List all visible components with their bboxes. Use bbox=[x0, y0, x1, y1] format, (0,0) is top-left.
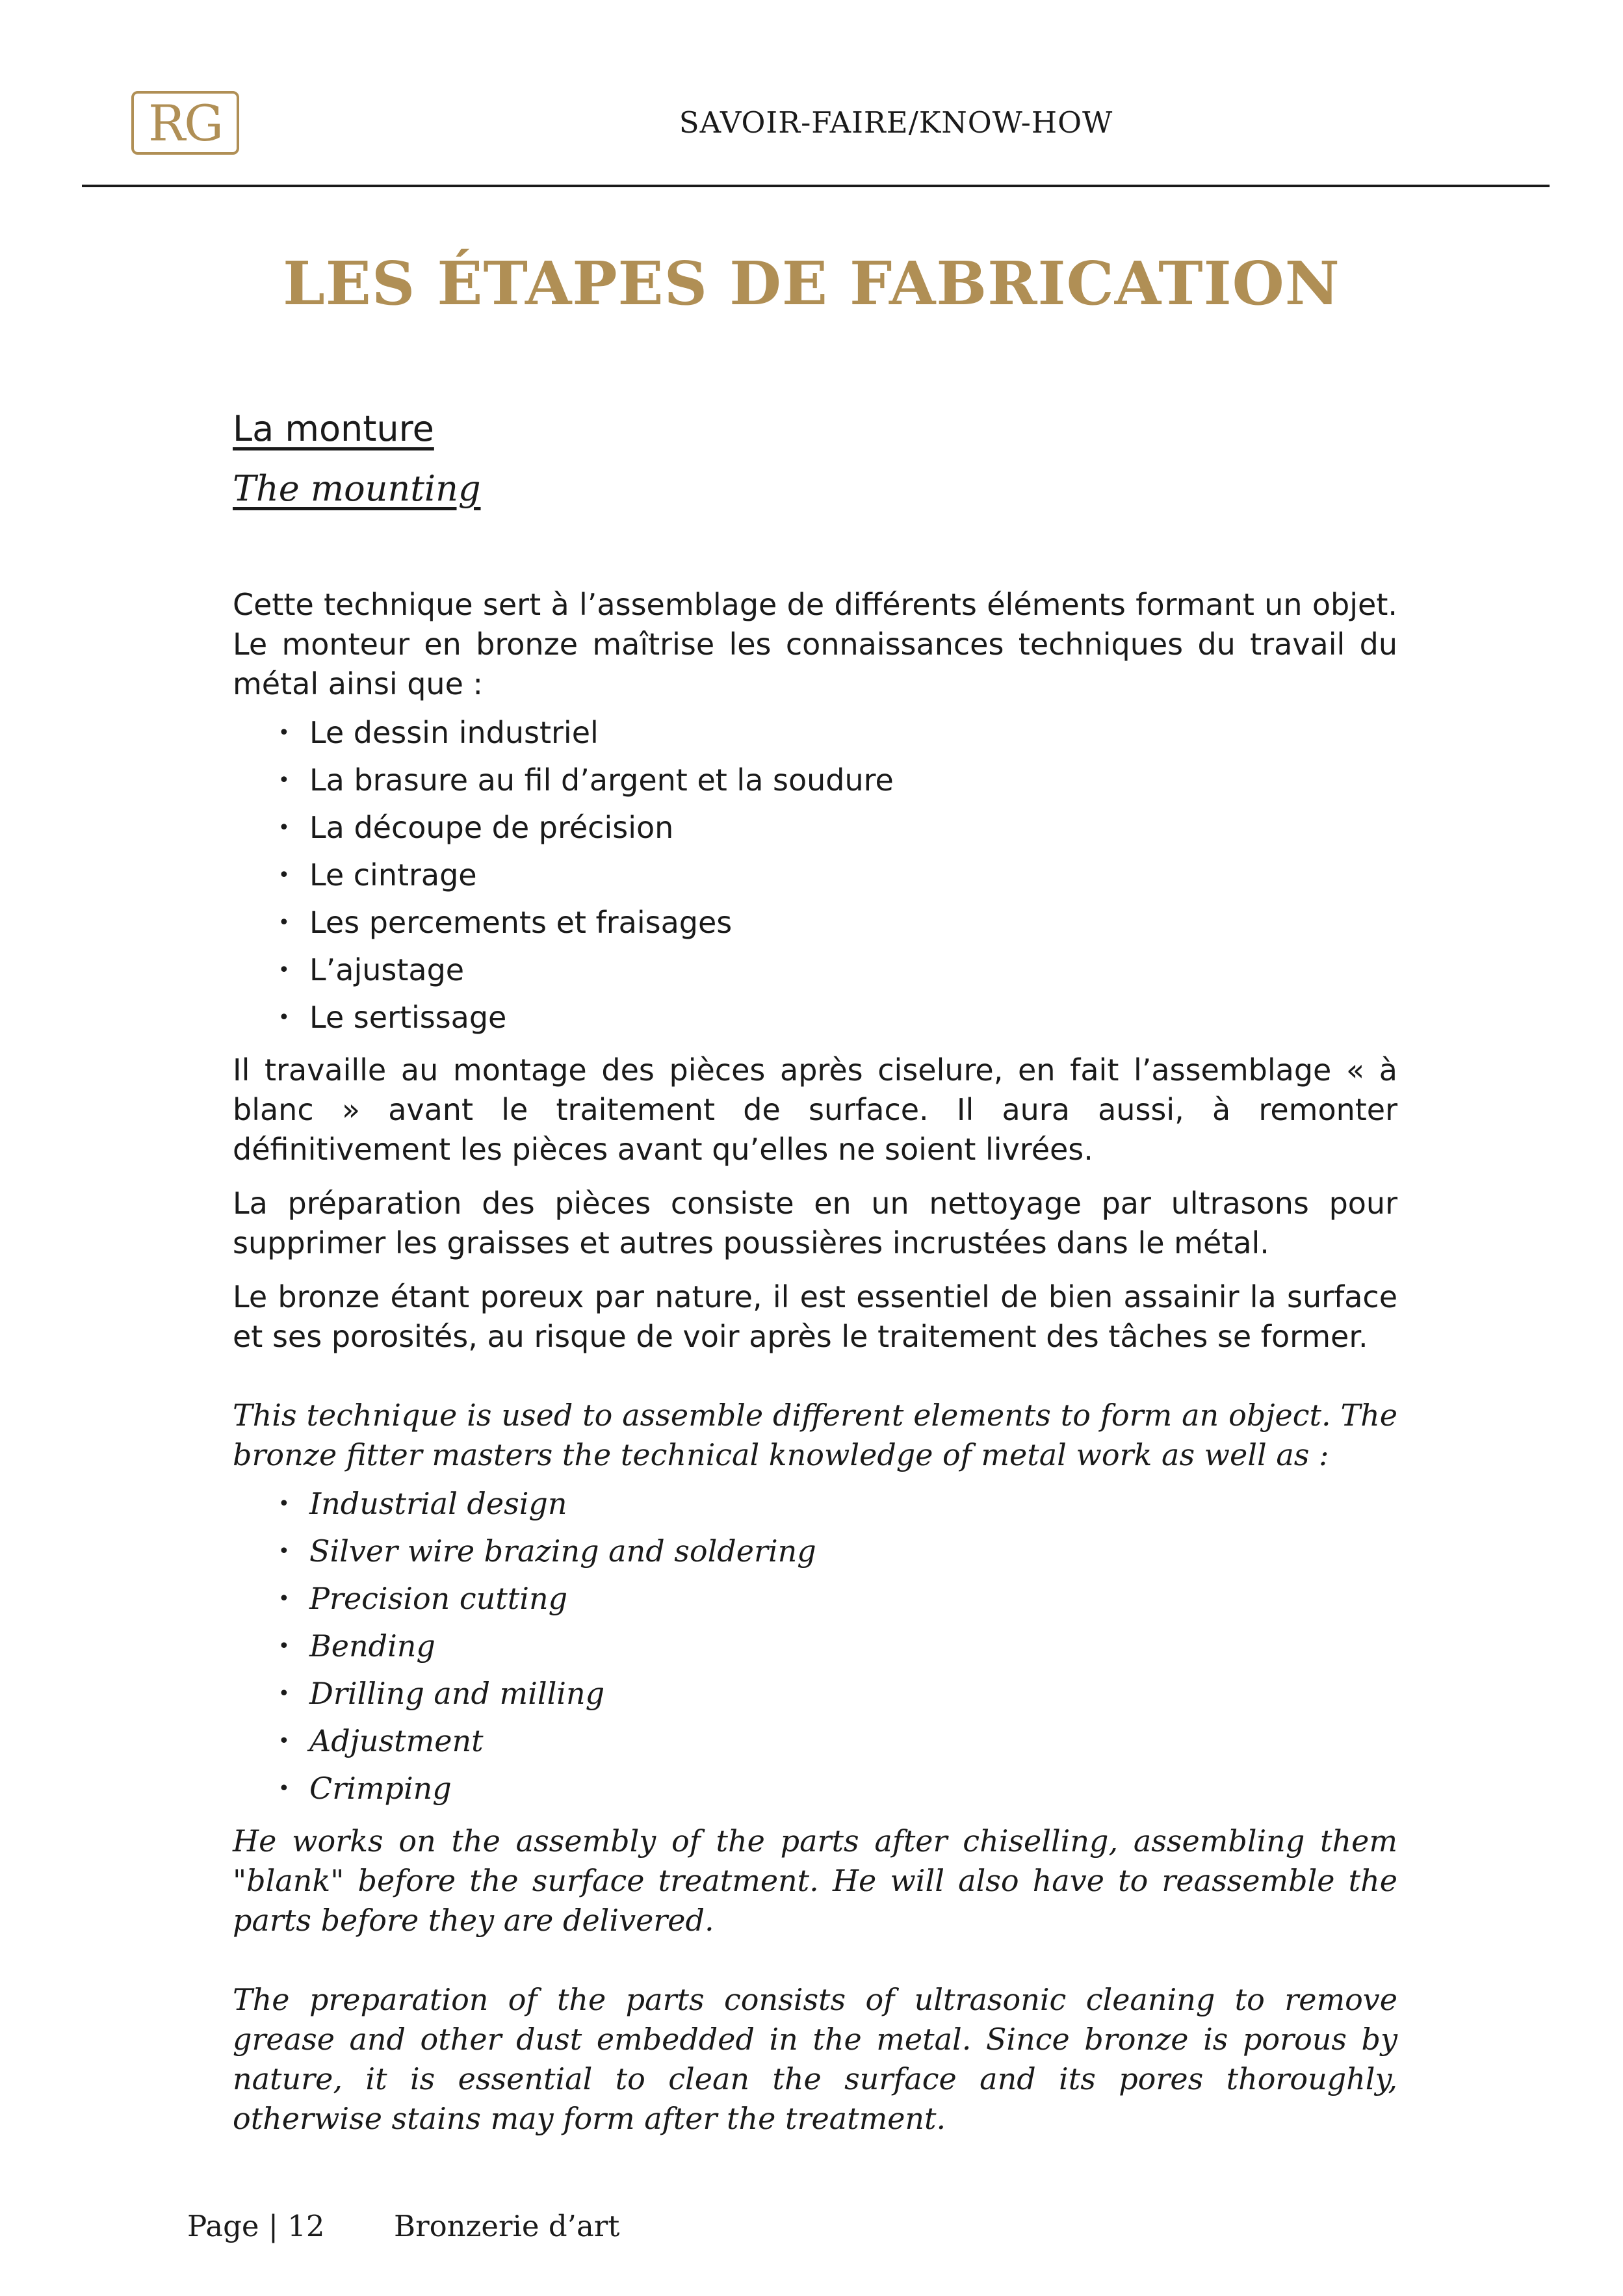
list-item: • Les percements et fraisages bbox=[233, 899, 1397, 946]
list-item: • Adjustment bbox=[233, 1717, 1397, 1765]
list-item: • Silver wire brazing and soldering bbox=[233, 1528, 1397, 1575]
list-item: • La brasure au fil d’argent et la soudure bbox=[233, 757, 1397, 804]
french-list bbox=[233, 709, 1397, 1041]
list-item: • Le sertissage bbox=[233, 994, 1397, 1041]
list-item: • Bending bbox=[233, 1623, 1397, 1670]
french-paragraph-3: Le bronze étant poreux par nature, il est essentiel de bien assainir la surface et ses porosités, au risque de voir après le traitement des tâches se former. bbox=[233, 1279, 1397, 1354]
footer-brand: Bronzerie d’art bbox=[394, 2209, 620, 2243]
header-title: SAVOIR-FAIRE/KNOW-HOW bbox=[679, 105, 1113, 140]
page-footer bbox=[187, 2209, 620, 2243]
page-number: Page | 12 bbox=[187, 2209, 325, 2243]
list-item: • Le cintrage bbox=[233, 852, 1397, 899]
page-title: LES ÉTAPES DE FABRICATION bbox=[283, 248, 1340, 319]
list-item: • Drilling and milling bbox=[233, 1670, 1397, 1717]
french-intro: Cette technique sert à l’assemblage de différents éléments formant un objet. Le monteur en bronze maîtrise les connaissances techniques du travail du métal ainsi que : bbox=[233, 587, 1397, 701]
english-list bbox=[233, 1480, 1397, 1812]
english-paragraph-2: The preparation of the parts consists of ultrasonic cleaning to remove grease and other dust embedded in the metal. Since bronze is porous by nature, it is essential to clean the surface and its pores thoroughly, otherwise stains may form after the treatment. bbox=[233, 1982, 1397, 2136]
logo-text: RG bbox=[148, 94, 222, 152]
english-paragraph-1: He works on the assembly of the parts after chiselling, assembling them "blank" before the surface treatment. He will also have to reassemble the parts before they are delivered. bbox=[233, 1823, 1397, 1938]
french-paragraph-2: La préparation des pièces consiste en un nettoyage par ultrasons pour supprimer les graisses et autres poussières incrustées dans le métal. bbox=[233, 1186, 1397, 1260]
section-title-en: The mounting bbox=[233, 468, 481, 509]
section-title-fr: La monture bbox=[233, 408, 434, 449]
french-paragraph-1: Il travaille au montage des pièces après ciselure, en fait l’assemblage « à blanc » avant le traitement de surface. Il aura aussi, à remonter définitivement les pièces avant qu’elles ne soient livrées. bbox=[233, 1052, 1397, 1167]
list-item: • Le dessin industriel bbox=[233, 709, 1397, 757]
english-intro: This technique is used to assemble different elements to form an object. The bronze fitter masters the technical knowledge of metal work as well as : bbox=[233, 1398, 1397, 1472]
list-item: • L’ajustage bbox=[233, 946, 1397, 994]
list-item: • La découpe de précision bbox=[233, 804, 1397, 852]
list-item: • Crimping bbox=[233, 1765, 1397, 1812]
page-content bbox=[233, 404, 1397, 2139]
header-divider bbox=[82, 185, 1550, 187]
list-item: • Industrial design bbox=[233, 1480, 1397, 1528]
list-item: • Precision cutting bbox=[233, 1575, 1397, 1623]
